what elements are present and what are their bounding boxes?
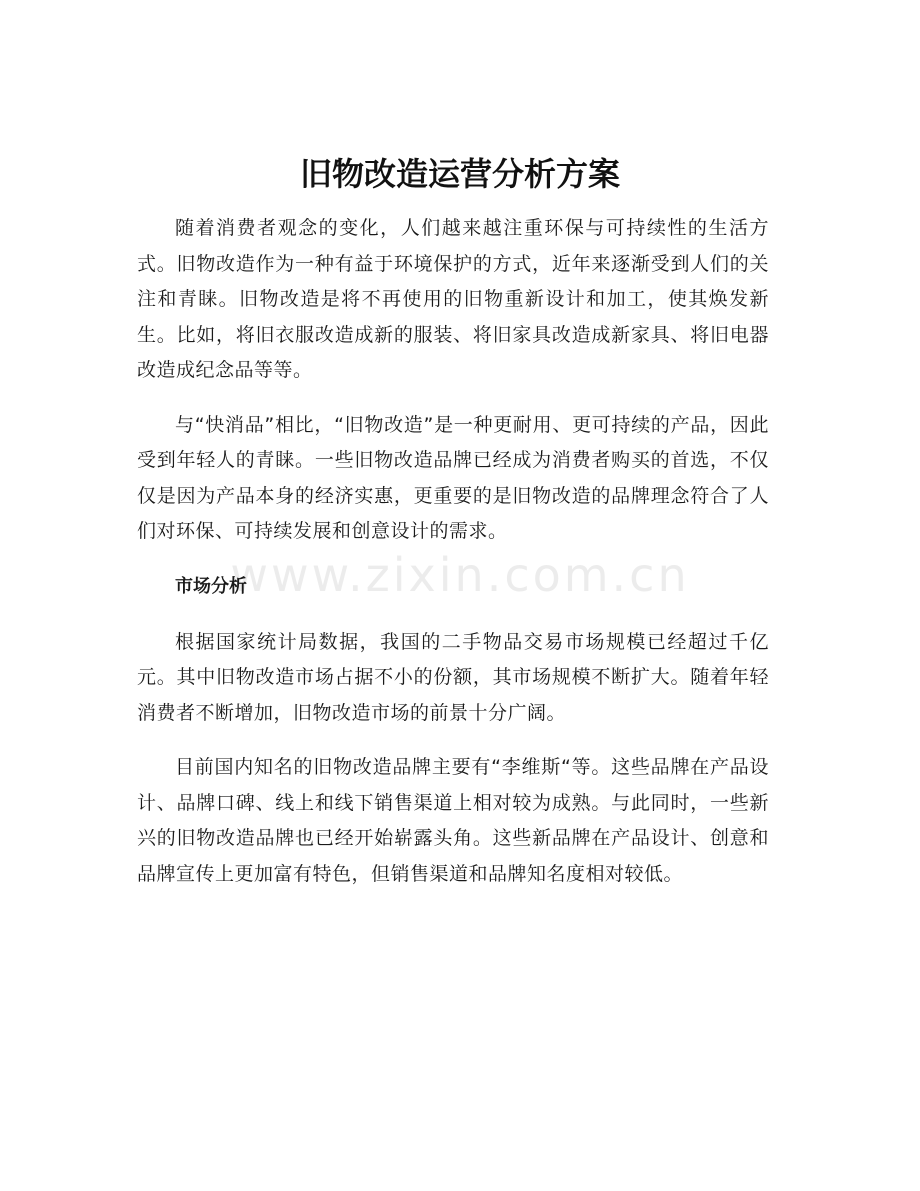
section-heading-market-analysis: 市场分析 <box>175 575 247 597</box>
document-body <box>137 211 769 911</box>
paragraph-market-size: 根据国家统计局数据，我国的二手物品交易市场规模已经超过千亿元。其中旧物改造市场占据不小的份额，其市场规模不断扩大。随着年轻消费者不断增加，旧物改造市场的前景十分广阔。 <box>137 630 769 724</box>
paragraph-comparison: 与“快消品”相比，“旧物改造”是一种更耐用、更可持续的产品，因此受到年轻人的青睐。一些旧物改造品牌已经成为消费者购买的首选，不仅仅是因为产品本身的经济实惠，更重要的是旧物改造的品牌理念符合了人们对环保、可持续发展和创意设计的需求。 <box>137 413 769 542</box>
paragraph-intro: 随着消费者观念的变化，人们越来越注重环保与可持续性的生活方式。旧物改造作为一种有益于环境保护的方式，近年来逐渐受到人们的关注和青睐。旧物改造是将不再使用的旧物重新设计和加工，使其焕发新生。比如，将旧衣服改造成新的服装、将旧家具改造成新家具、将旧电器改造成纪念品等等。 <box>137 217 769 381</box>
paragraph-brands: 目前国内知名的旧物改造品牌主要有“李维斯“等。这些品牌在产品设计、品牌口碑、线上和线下销售渠道上相对较为成熟。与此同时，一些新兴的旧物改造品牌也已经开始崭露头角。这些新品牌在产品设计、创意和品牌宣传上更加富有特色，但销售渠道和品牌知名度相对较低。 <box>137 756 769 885</box>
document-title: 旧物改造运营分析方案 <box>299 155 620 193</box>
watermark: www.zixin.com.cn <box>230 548 690 602</box>
